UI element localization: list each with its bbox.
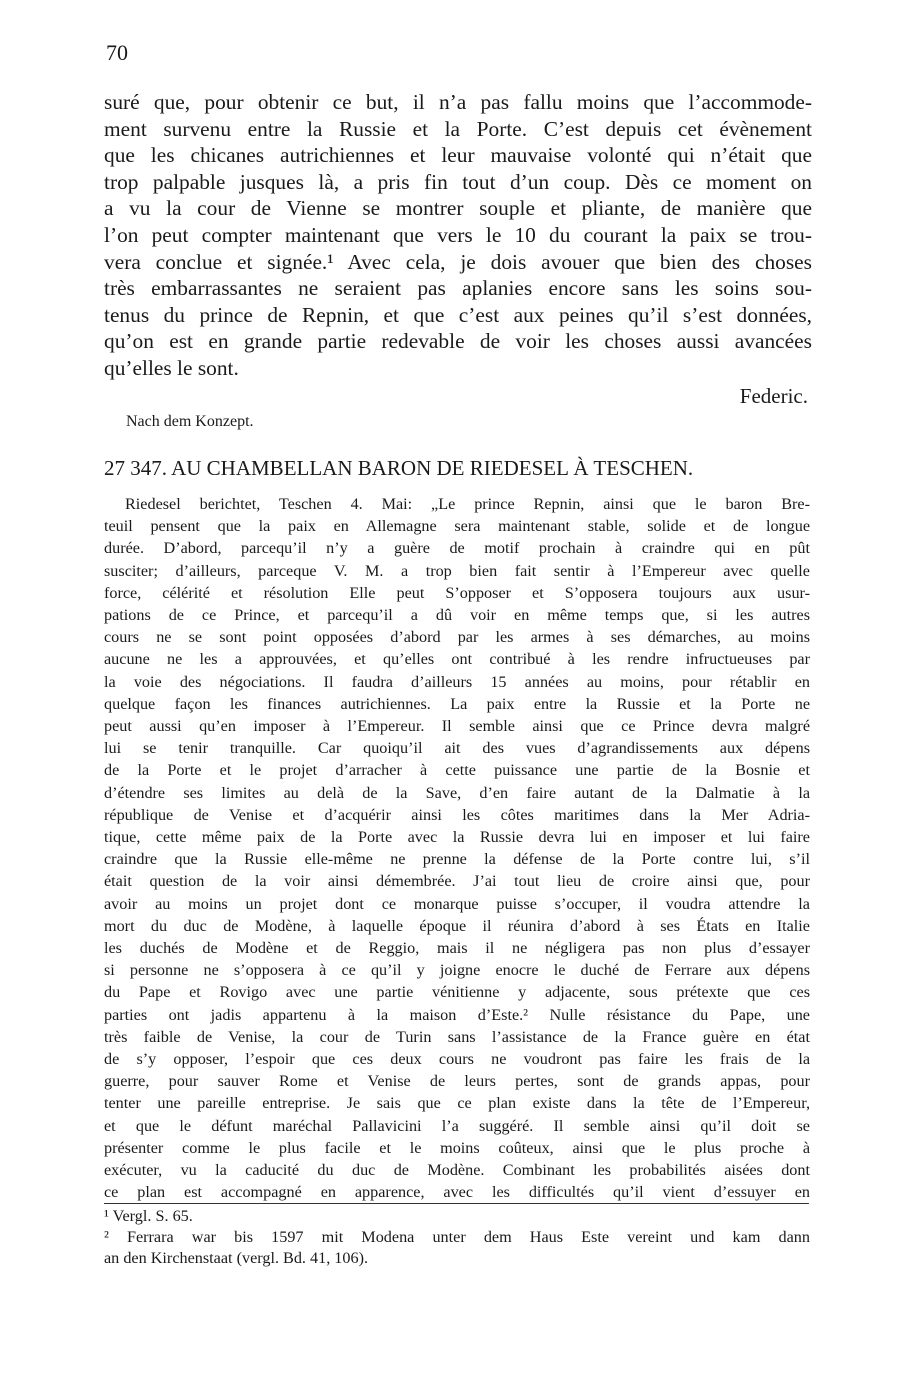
letter-line: lui se tenir tranquille. Car quoiqu’il ait des vues d’agrandissements aux dépens xyxy=(104,739,810,758)
letter-line: pations de ce Prince, et parcequ’il a dû voir en même temps que, si les autres xyxy=(104,606,810,625)
letter-line: la voie des négociations. Il faudra d’ailleurs 15 années au moins, pour rétablir en xyxy=(104,672,810,691)
page-number: 70 xyxy=(106,40,128,65)
main-text-line: trop palpable jusques là, a pris fin tout d’un coup. Dès ce moment on xyxy=(104,169,812,194)
main-text-line: très embarrassantes ne seraient pas aplanies encore sans les soins sou- xyxy=(104,276,812,301)
letter-line: les duchés de Modène et de Reggio, mais il ne négligera pas non plus d’essayer xyxy=(104,939,810,958)
letter-line: teuil pensent que la paix en Allemagne sera maintenant stable, solide et de longue xyxy=(104,517,810,536)
footnotes xyxy=(104,1206,810,1269)
letter-line: mort du duc de Modène, à laquelle époque il réunira d’abord à ses États en Italie xyxy=(104,916,810,935)
main-text-line: vera conclue et signée.¹ Avec cela, je dois avouer que bien des choses xyxy=(104,249,812,274)
footnote: ¹ Vergl. S. 65. xyxy=(104,1207,193,1225)
letter-line: ce plan est accompagné en apparence, avec les difficultés qu’il vient d’essuyer en xyxy=(104,1183,810,1202)
letter-line: durée. D’abord, parcequ’il n’y a guère de motif prochain à craindre qui en pût xyxy=(104,539,810,558)
letter-line: tique, cette même paix de la Porte avec la Russie devra lui en imposer et lui faire xyxy=(104,828,810,847)
letter-line: aucune ne les a approuvées, et qu’elles ont contribué à les rendre infructueuses par xyxy=(104,650,810,669)
footnote: ² Ferrara war bis 1597 mit Modena unter dem Haus Este vereint und kam dann xyxy=(104,1228,810,1246)
letter-line: peut aussi qu’en imposer à l’Empereur. Il semble ainsi que ce Prince devra malgré xyxy=(104,717,810,736)
letter-line: tenter une pareille entreprise. Je sais que ce plan existe dans la tête de l’Empereur, xyxy=(104,1094,810,1113)
letter-line: susciter; d’ailleurs, parceque V. M. a trop bien fait sentir à l’Empereur avec quelle xyxy=(104,561,810,580)
letter-line: d’étendre ses limites au delà de la Save, d’en faire autant de la Dalmatie à la xyxy=(104,783,810,802)
letter-line: craindre que la Russie elle-même ne prenne la défense de la Porte contre lui, s’il xyxy=(104,850,810,869)
main-text-line: l’on peut compter maintenant que vers le 10 du courant la paix se trou- xyxy=(104,222,812,247)
letter-line: exécuter, vu la caducité du duc de Modène. Combinant les probabilités aisées dont xyxy=(104,1161,810,1180)
letter-line: très faible de Venise, la cour de Turin sans l’assistance de la France guère en état xyxy=(104,1027,810,1046)
signature: Federic. xyxy=(739,384,808,408)
letter-body xyxy=(104,493,810,1204)
letter-line: de s’y opposer, l’espoir que ces deux cours ne voudront pas faire les frais de la xyxy=(104,1050,810,1069)
footnote-divider xyxy=(104,1203,809,1204)
main-text-line: que les chicanes autrichiennes et leur mauvaise volonté qui n’était que xyxy=(104,143,812,168)
letter-line: parties ont jadis appartenu à la maison d’Este.² Nulle résistance du Pape, une xyxy=(104,1005,810,1024)
main-text-line: tenus du prince de Repnin, et que c’est aux peines qu’il s’est données, xyxy=(104,302,812,327)
letter-heading: 27 347. AU CHAMBELLAN BARON DE RIEDESEL À TESCHEN. xyxy=(104,456,694,480)
letter-line: Riedesel berichtet, Teschen 4. Mai: „Le prince Repnin, ainsi que le baron Bre- xyxy=(125,495,810,513)
main-text-line: qu’on est en grande partie redevable de voir les choses aussi avancées xyxy=(104,329,812,354)
main-text-line: qu’elles le sont. xyxy=(104,355,239,380)
letter-line: du Pape et Rovigo avec une partie vénitienne y adjacente, sous prétexte que ces xyxy=(104,983,810,1002)
letter-line: république de Venise et d’acquérir ainsi les côtes maritimes dans la Mer Adria- xyxy=(104,805,810,824)
main-text-line: suré que, pour obtenir ce but, il n’a pas fallu moins que l’accommode- xyxy=(104,90,812,114)
letter-line: présenter comme le plus facile et le moins coûteux, ainsi que le plus proche à xyxy=(104,1138,810,1157)
letter-line: avoir au moins un projet dont ce monarque puisse s’occuper, il voudra attendre la xyxy=(104,894,810,913)
letter-line: cours ne se sont point opposées d’abord par les armes à ses démarches, au moins xyxy=(104,628,810,647)
letter-line: de la Porte et le projet d’arracher à cette puissance une partie de la Bosnie et xyxy=(104,761,810,780)
letter-line: et que le défunt maréchal Pallavicini l’a suggéré. Il semble ainsi qu’il doit se xyxy=(104,1116,810,1135)
main-text-line: ment survenu entre la Russie et la Porte. C’est depuis cet évènement xyxy=(104,116,812,141)
main-text-line: a vu la cour de Vienne se montrer souple et pliante, de manière que xyxy=(104,196,812,221)
main-text xyxy=(104,89,812,382)
source-note: Nach dem Konzept. xyxy=(126,413,254,430)
footnote: an den Kirchenstaat (vergl. Bd. 41, 106). xyxy=(104,1249,369,1267)
letter-line: force, célérité et résolution Elle peut S’opposer et S’opposera toujours aux usur- xyxy=(104,583,810,602)
letter-line: quelque façon les finances autrichiennes. La paix entre la Russie et la Porte ne xyxy=(104,694,810,713)
letter-line: était question de la voir ainsi démembrée. J’ai tout lieu de croire ainsi que, pour xyxy=(104,872,810,891)
letter-line: guerre, pour sauver Rome et Venise de leurs pertes, sont de grands appas, pour xyxy=(104,1072,810,1091)
letter-line: si personne ne s’opposera à ce qu’il y joigne enocre le duché de Ferrare aux dépens xyxy=(104,961,810,980)
